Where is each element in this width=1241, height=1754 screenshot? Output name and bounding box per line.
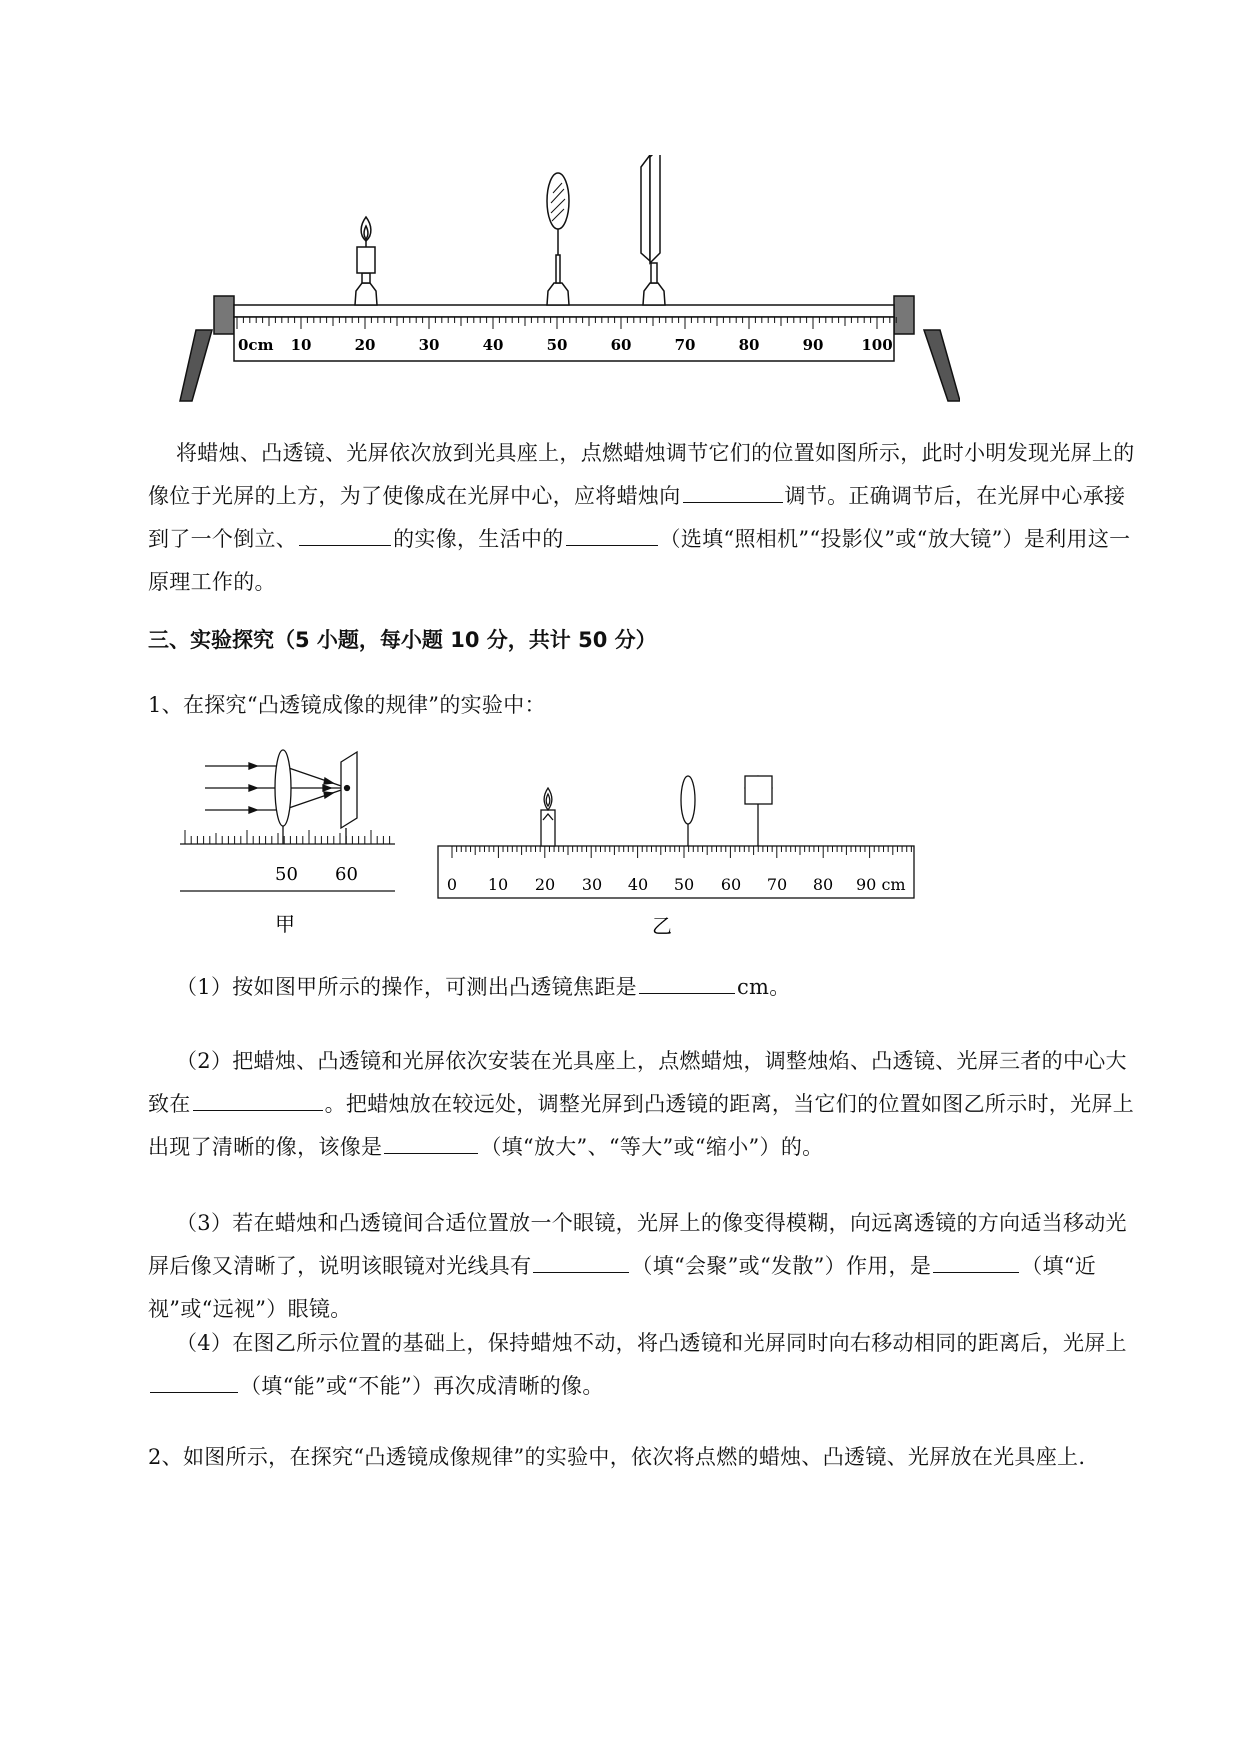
yi-label-60: 60 — [720, 875, 742, 894]
yi-label-20: 20 — [534, 875, 556, 894]
para1-text-a: 将蜡烛、凸透镜、光屏依次放到光具座上，点燃蜡烛调节它们的位置如图所示，此时小明发现光屏上的像位于光屏的上方，为了使像成在光屏中心，应将蜡烛向 — [148, 441, 1135, 508]
para1-text-d: （选填“照相机”“投影仪”或“放大镜”）是利用这一原理工作的。 — [148, 527, 1131, 594]
para1-text-c: 的实像，生活中的 — [393, 527, 564, 551]
convex-lens — [547, 173, 569, 305]
jia-label-60: 60 — [335, 864, 358, 885]
q1-s1-text-b: cm。 — [736, 975, 791, 999]
fill-blank-paragraph-1 — [148, 432, 1140, 604]
q1-s3-text-b: （填“会聚”或“发散”）作用，是 — [631, 1254, 932, 1278]
figure-jia — [175, 748, 405, 938]
candle — [355, 217, 377, 305]
bench-tick-label-10: 10 — [290, 336, 312, 354]
q1-sub-3 — [148, 1202, 1140, 1331]
jia-scale-ticks — [185, 830, 390, 844]
q1-s3-text-a: （3）若在蜡烛和凸透镜间合适位置放一个眼镜，光屏上的像变得模糊，向远离透镜的方向适当移动光屏后像又清晰了，说明该眼镜对光线具有 — [148, 1211, 1127, 1278]
question-2: 2、如图所示，在探究“凸透镜成像规律”的实验中，依次将点燃的蜡烛、凸透镜、光屏放在光具座上. — [148, 1445, 1086, 1469]
yi-caption: 乙 — [652, 914, 672, 938]
bench-tick-label-50: 50 — [546, 336, 568, 354]
q1-sub-4 — [148, 1322, 1140, 1408]
q1-s2-text-a: （2）把蜡烛、凸透镜和光屏依次安装在光具座上，点燃蜡烛，调整烛焰、凸透镜、光屏三者的中心大致在 — [148, 1049, 1127, 1116]
q1-s1-text-a: （1）按如图甲所示的操作，可测出凸透镜焦距是 — [176, 975, 637, 999]
answer-blank-glasses-type[interactable] — [933, 1252, 1019, 1273]
answer-blank-same-height[interactable] — [193, 1090, 323, 1111]
bench-tick-label-30: 30 — [418, 336, 440, 354]
yi-label-70: 70 — [766, 875, 788, 894]
bench-tick-label-70: 70 — [674, 336, 696, 354]
jia-caption: 甲 — [275, 912, 295, 936]
bench-tick-label-60: 60 — [610, 336, 632, 354]
bench-tick-label-40: 40 — [482, 336, 504, 354]
bench-tick-label-80: 80 — [738, 336, 760, 354]
answer-blank-converge-diverge[interactable] — [533, 1252, 629, 1273]
q1-s3-text-c: （填“近视”或“远视”）眼镜。 — [148, 1254, 1097, 1321]
bench-tick-label-90: 90 — [802, 336, 824, 354]
yi-label-0: 0 — [446, 875, 458, 894]
yi-label-90: 90 cm — [856, 875, 906, 894]
light-screen — [641, 155, 665, 305]
para1-text-b: 调节。正确调节后，在光屏中心承接到了一个倒立、 — [148, 484, 1126, 551]
q1-s4-text-b: （填“能”或“不能”）再次成清晰的像。 — [240, 1374, 604, 1398]
answer-blank-device[interactable] — [566, 525, 658, 546]
answer-blank-can-image[interactable] — [150, 1372, 238, 1393]
q1-sub-1 — [148, 966, 1140, 1009]
q1-s2-text-b: 。把蜡烛放在较远处，调整光屏到凸透镜的距离，当它们的位置如图乙所示时，光屏上出现了清晰的像，该像是 — [148, 1092, 1135, 1159]
bench-tick-label-0: 0cm — [238, 336, 274, 354]
bench-tick-label-20: 20 — [354, 336, 376, 354]
jia-label-50: 50 — [275, 864, 298, 885]
answer-blank-image-type[interactable] — [384, 1133, 478, 1154]
q1-sub-2 — [148, 1040, 1140, 1169]
yi-label-50: 50 — [673, 875, 695, 894]
answer-blank-image-size[interactable] — [299, 525, 391, 546]
q1-s4-text-a: （4）在图乙所示位置的基础上，保持蜡烛不动，将凸透镜和光屏同时向右移动相同的距离后，光屏上 — [176, 1331, 1127, 1355]
figure-yi — [432, 760, 922, 940]
yi-label-30: 30 — [581, 875, 603, 894]
answer-blank-direction[interactable] — [683, 482, 783, 503]
yi-label-80: 80 — [812, 875, 834, 894]
answer-blank-focal-length[interactable] — [639, 973, 735, 994]
section-heading: 三、实验探究（5 小题，每小题 10 分，共计 50 分） — [148, 628, 657, 652]
question-1-title: 1、在探究“凸透镜成像的规律”的实验中： — [148, 693, 546, 717]
yi-label-40: 40 — [627, 875, 649, 894]
bench-tick-label-100: 100 — [861, 336, 893, 354]
yi-label-10: 10 — [487, 875, 509, 894]
q1-s2-text-c: （填“放大”、“等大”或“缩小”）的。 — [480, 1135, 824, 1159]
optical-bench-figure — [170, 155, 960, 405]
